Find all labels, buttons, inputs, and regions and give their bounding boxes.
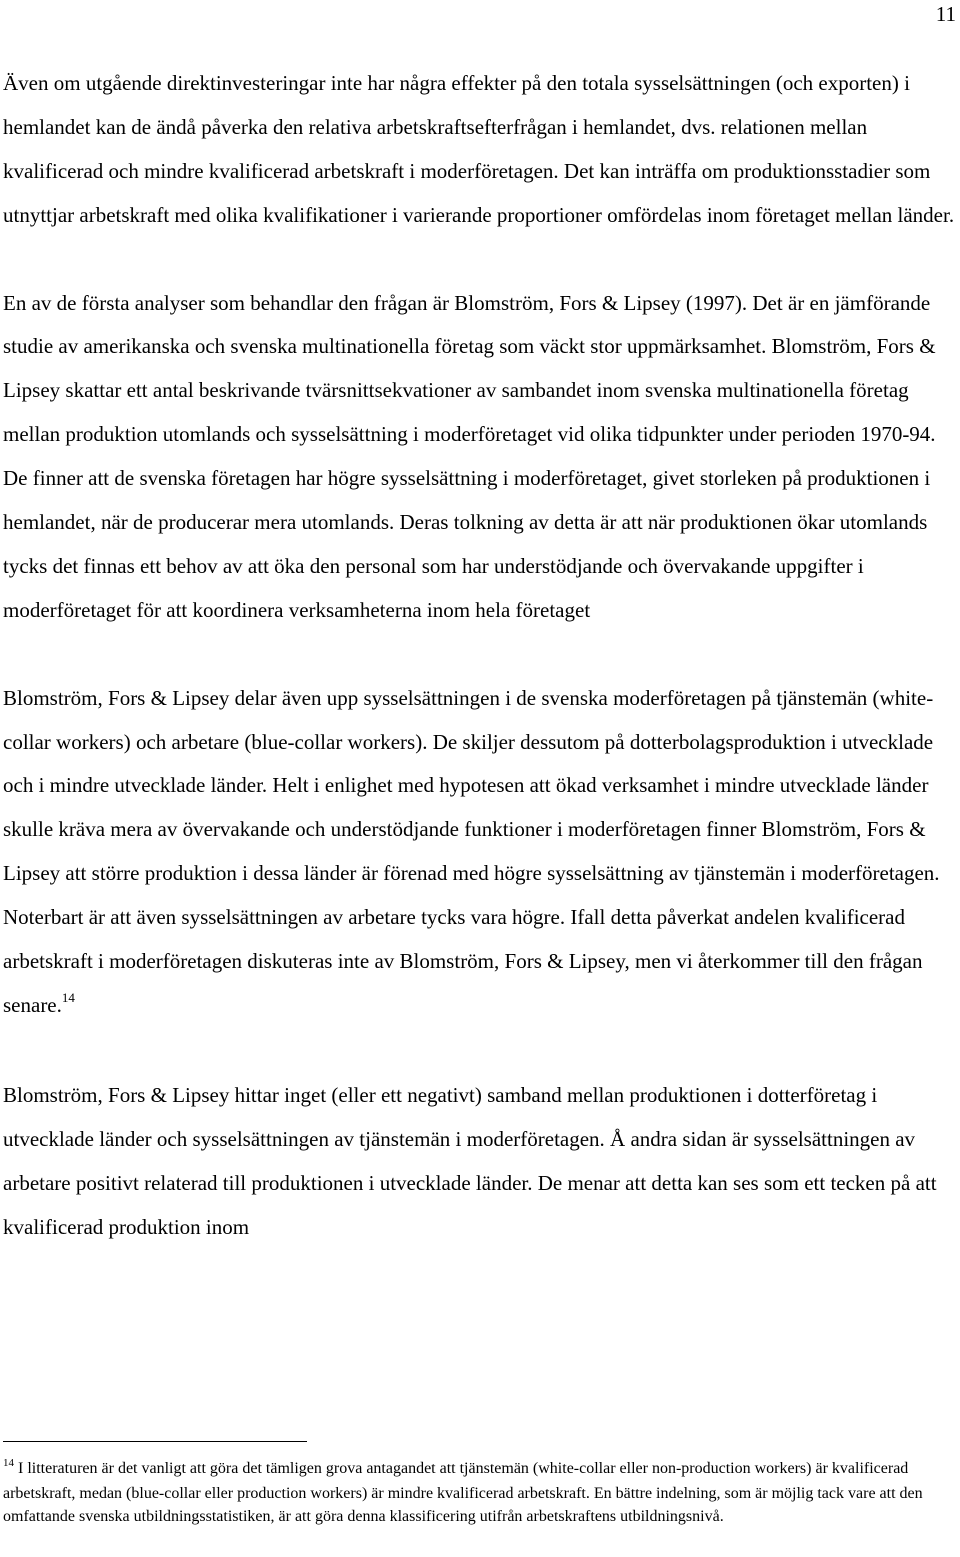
paragraph-1: Även om utgående direktinvesteringar inte har några effekter på den totala sysselsättningen (och exporten) i hemlandet kan de ändå påverka den relativa arbetskraftsefterfrågan i hemlandet, dvs. relationen mellan kvalificerad och mindre kvalificerad arbetskraft i moderföretagen. Det kan inträffa om produktionsstadier som utnyttjar arbetskraft med olika kvalifikationer i varierande proportioner omfördelas inom företaget mellan länder. [3,71,955,227]
paragraph-2: En av de första analyser som behandlar den frågan är Blomström, Fors & Lipsey (1997). Det är en jämförande studie av amerikanska och svenska multinationella företag som väckt stor uppmärksamhet. Blomström, Fors & Lipsey skattar ett antal beskrivande tvärsnittsekvationer av sambandet inom svenska multinationella företag mellan produktion utomlands och sysselsättning i moderföretaget vid olika tidpunkter under perioden 1970-94. De finner att de svenska företagen har högre sysselsättning i moderföretaget, givet storleken på produktionen i hemlandet, när de producerar mera utomlands. Deras tolkning av detta är att när produktionen ökar utomlands tycks det finnas ett behov av att öka den personal som har understödjande och övervakande uppgifter i moderföretaget för att koordinera verksamheterna inom hela företaget [3,290,936,622]
footnote-14 [3,1457,958,1528]
paragraph-3-text: Blomström, Fors & Lipsey delar även upp sysselsättningen i de svenska moderföretagen på tjänstemän (white-collar workers) och arbetare (blue-collar workers). De skiljer dessutom på dotterbolagsproduktion i utvecklade och i mindre utvecklade länder. Helt i enlighet med hypotesen att ökad verksamhet i mindre utvecklade länder skulle kräva mera av övervakande och understödjande funktioner i moderföretagen finner Blomström, Fors & Lipsey att större produktion i dessa länder är förenad med högre sysselsättning av tjänstemän i moderföretagen. Noterbart är att även sysselsättningen av arbetare tycks vara högre. Ifall detta påverkat andelen kvalificerad arbetskraft i moderföretagen diskuteras inte av Blomström, Fors & Lipsey, men vi återkommer till den frågan senare. [3,685,940,1017]
footnote-reference[interactable]: 14 [61,990,75,1005]
footnote-text: I litteraturen är det vanligt att göra det tämligen grova antagandet att tjänstemän (white-collar eller non-production workers) är kvalificerad arbetskraft, medan (blue-collar eller production workers) är mindre kvalificerad arbetskraft. En bättre indelning, som är möjlig tack vare att den omfattande svenska utbildningsstatistiken, är att göra denna klassificering utifrån arbetskraftens utbildningsnivå. [3,1460,923,1525]
footnote-number: 14 [3,1457,14,1469]
paragraph-3 [3,677,958,1030]
page-number: 11 [935,2,956,26]
document-body [3,62,958,1249]
footnote [3,1457,958,1528]
footnote-separator [3,1441,307,1442]
paragraph-4: Blomström, Fors & Lipsey hittar inget (eller ett negativt) samband mellan produktionen i dotterföretag i utvecklade länder och sysselsättningen av tjänstemän i moderföretagen. Å andra sidan är sysselsättningen av arbetare positivt relaterad till produktionen i utvecklade länder. De menar att detta kan ses som ett tecken på att kvalificerad produktion inom [3,1082,937,1239]
